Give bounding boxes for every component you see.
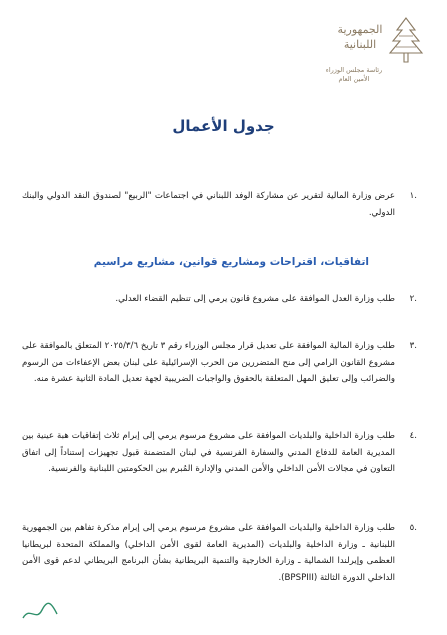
agenda-item-3 [22,338,417,388]
agenda-item-1 [22,188,417,221]
letterhead-subtitle-2: الأمين العام [338,75,370,83]
page-title: جدول الأعمال [172,117,275,135]
agenda-item-text: طلب وزارة الداخلية والبلديات الموافقة على مشروع مرسوم يرمي إلى إبرام مذكرة تفاهم بين الجمهورية اللبنانية ـ وزارة الداخلية والبلديات (المديرية العامة لقوى الأمن الداخلي) والمملكة المتحدة لبريطانيا العظمى وإيرلندا الشمالية ـ وزارة الخارجية والتنمية البريطانية بشأن البرنامج البريطاني لدعم قوى الأمن الداخلي الدورة الثالثة (BPSPIII). [22,523,395,583]
agenda-item-2 [22,291,417,308]
letterhead-title: الجمهورية اللبنانية [337,23,383,51]
cedar-tree-icon [385,14,427,66]
letterhead [319,10,429,90]
agenda-item-number: .٥ [409,523,417,533]
agenda-item-number: .٣ [409,341,417,351]
agenda-item-text: طلب وزارة الداخلية والبلديات الموافقة على مشروع مرسوم يرمي إلى إبرام ثلاث إتفاقيات هبة عينية بين المديرية العامة للدفاع المدني والسفارة الفرنسية في لبنان المتضمنة قبول تجهيزات إستناداً إلى اتفاق التعاون في مجالات الأمن الداخلي والأمن المدني والإدارة المُبرم بين الحكومتين اللبنانية والفرنسية. [22,431,395,474]
agenda-item-number: .٢ [409,294,417,304]
agenda-item-text: طلب وزارة المالية الموافقة على تعديل قرار مجلس الوزراء رقم ٣ تاريخ ٢٠٢٥/٣/٦ المتعلق بالموافقة على مشروع القانون الرامي إلى منح المتضررين من الحرب الإسرائيلية على لبنان بعض الإعفاءات من الرسوم والضرائب وإلى تعليق المهل المتعلقة بالحقوق والواجبات الضريبية لجهة تعديل المادة الثانية عشرة منه. [22,341,395,384]
signature-mark [20,600,60,624]
agenda-item-number: .٤ [409,431,417,441]
section-heading: اتفاقيات، اقتراحات ومشاريع قوانين، مشاريع مراسيم [93,256,369,268]
agenda-item-text: طلب وزارة العدل الموافقة على مشروع قانون يرمي إلى تنظيم القضاء العدلي. [115,294,395,304]
letterhead-subtitle [319,66,389,84]
letterhead-subtitle-1: رئاسة مجلس الوزراء [325,66,383,74]
agenda-item-4 [22,428,417,478]
agenda-item-5 [22,520,417,586]
agenda-item-number: .١ [409,191,417,201]
agenda-item-text: عرض وزارة المالية لتقرير عن مشاركة الوفد اللبناني في اجتماعات "الربيع" لصندوق النقد الدولي والبنك الدولي. [22,191,395,218]
